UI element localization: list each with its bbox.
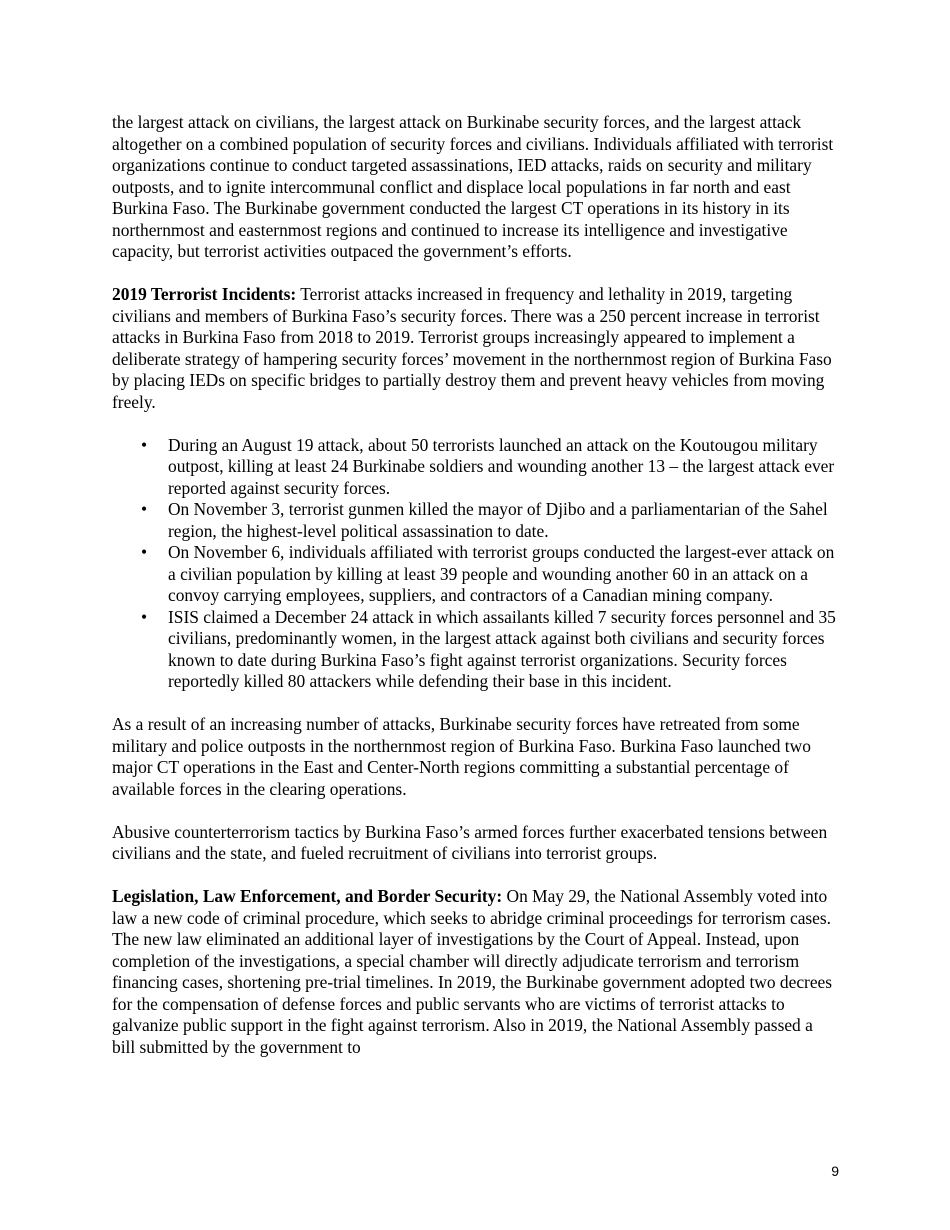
page-number: 9	[831, 1163, 839, 1179]
intro-paragraph: the largest attack on civilians, the largest attack on Burkinabe security forces, and the largest attack altogether on a combined population of security forces and civilians. Individuals affiliated with terrorist organizations continue to conduct targeted assassinations, IED attacks, raids on security and military outposts, and to ignite intercommunal conflict and displace local populations in far north and east Burkina Faso. The Burkinabe government conducted the largest CT operations in its history in its northernmost and easternmost regions and continued to increase its intelligence and investigative capacity, but terrorist activities outpaced the government’s efforts.	[112, 112, 834, 261]
legislation-heading: Legislation, Law Enforcement, and Border Security:	[112, 886, 503, 906]
legislation-text: On May 29, the National Assembly voted into law a new code of criminal procedure, which seeks to abridge criminal proceedings for terrorism cases. The new law eliminated an additional layer of investigations by the Court of Appeal. Instead, upon completion of the investigations, a special chamber will directly adjudicate terrorism and terrorism financing cases, shortening pre-trial timelines. In 2019, the Burkinabe government adopted two decrees for the compensation of defense forces and public servants who are victims of terrorist attacks to galvanize public support in the fight against terrorism. Also in 2019, the National Assembly passed a bill submitted by the government to	[112, 886, 833, 1057]
list-item	[141, 542, 840, 607]
bullet-icon: •	[141, 542, 148, 562]
list-item-text: ISIS claimed a December 24 attack in which assailants killed 7 security forces personnel and 35 civilians, predominantly women, in the largest attack against both civilians and security forces known to date during Burkina Faso’s fight against terrorist organizations. Security forces reportedly killed 80 attackers while defending their base in this incident.	[168, 606, 836, 691]
list-item	[141, 499, 840, 542]
retreat-paragraph: As a result of an increasing number of attacks, Burkinabe security forces have retreated from some military and police outposts in the northernmost region of Burkina Faso. Burkina Faso launched two major CT operations in the East and Center-North regions committing a substantial percentage of available forces in the clearing operations.	[112, 714, 811, 799]
legislation-paragraph	[112, 886, 840, 1058]
incidents-text: Terrorist attacks increased in frequency and lethality in 2019, targeting civilians and members of Burkina Faso’s security forces. There was a 250 percent increase in terrorist attacks in Burkina Faso from 2018 to 2019. Terrorist groups increasingly appeared to implement a deliberate strategy of hampering security forces’ movement in the northernmost region of Burkina Faso by placing IEDs on specific bridges to partially destroy them and prevent heavy vehicles from moving freely.	[112, 284, 832, 412]
abusive-tactics-paragraph: Abusive counterterrorism tactics by Burkina Faso’s armed forces further exacerbated tensions between civilians and the state, and fueled recruitment of civilians into terrorist groups.	[112, 821, 828, 863]
list-item	[141, 606, 840, 693]
bullet-icon: •	[141, 499, 148, 519]
document-page	[112, 112, 840, 1080]
list-item	[141, 434, 840, 500]
bullet-icon: •	[141, 434, 148, 455]
list-item-text: During an August 19 attack, about 50 terrorists launched an attack on the Koutougou military outpost, killing at least 24 Burkinabe soldiers and wounding another 13 – the largest attack ever reported against security forces.	[168, 434, 835, 498]
incidents-heading: 2019 Terrorist Incidents:	[112, 284, 297, 304]
incidents-list	[112, 435, 840, 693]
bullet-icon: •	[141, 606, 148, 627]
incidents-paragraph	[112, 284, 840, 413]
list-item-text: On November 6, individuals affiliated with terrorist groups conducted the largest-ever attack on a civilian population by killing at least 39 people and wounding another 60 in an attack on a convoy carrying employees, suppliers, and contractors of a Canadian mining company.	[168, 542, 835, 605]
list-item-text: On November 3, terrorist gunmen killed the mayor of Djibo and a parliamentarian of the Sahel region, the highest-level political assassination to date.	[168, 499, 828, 541]
